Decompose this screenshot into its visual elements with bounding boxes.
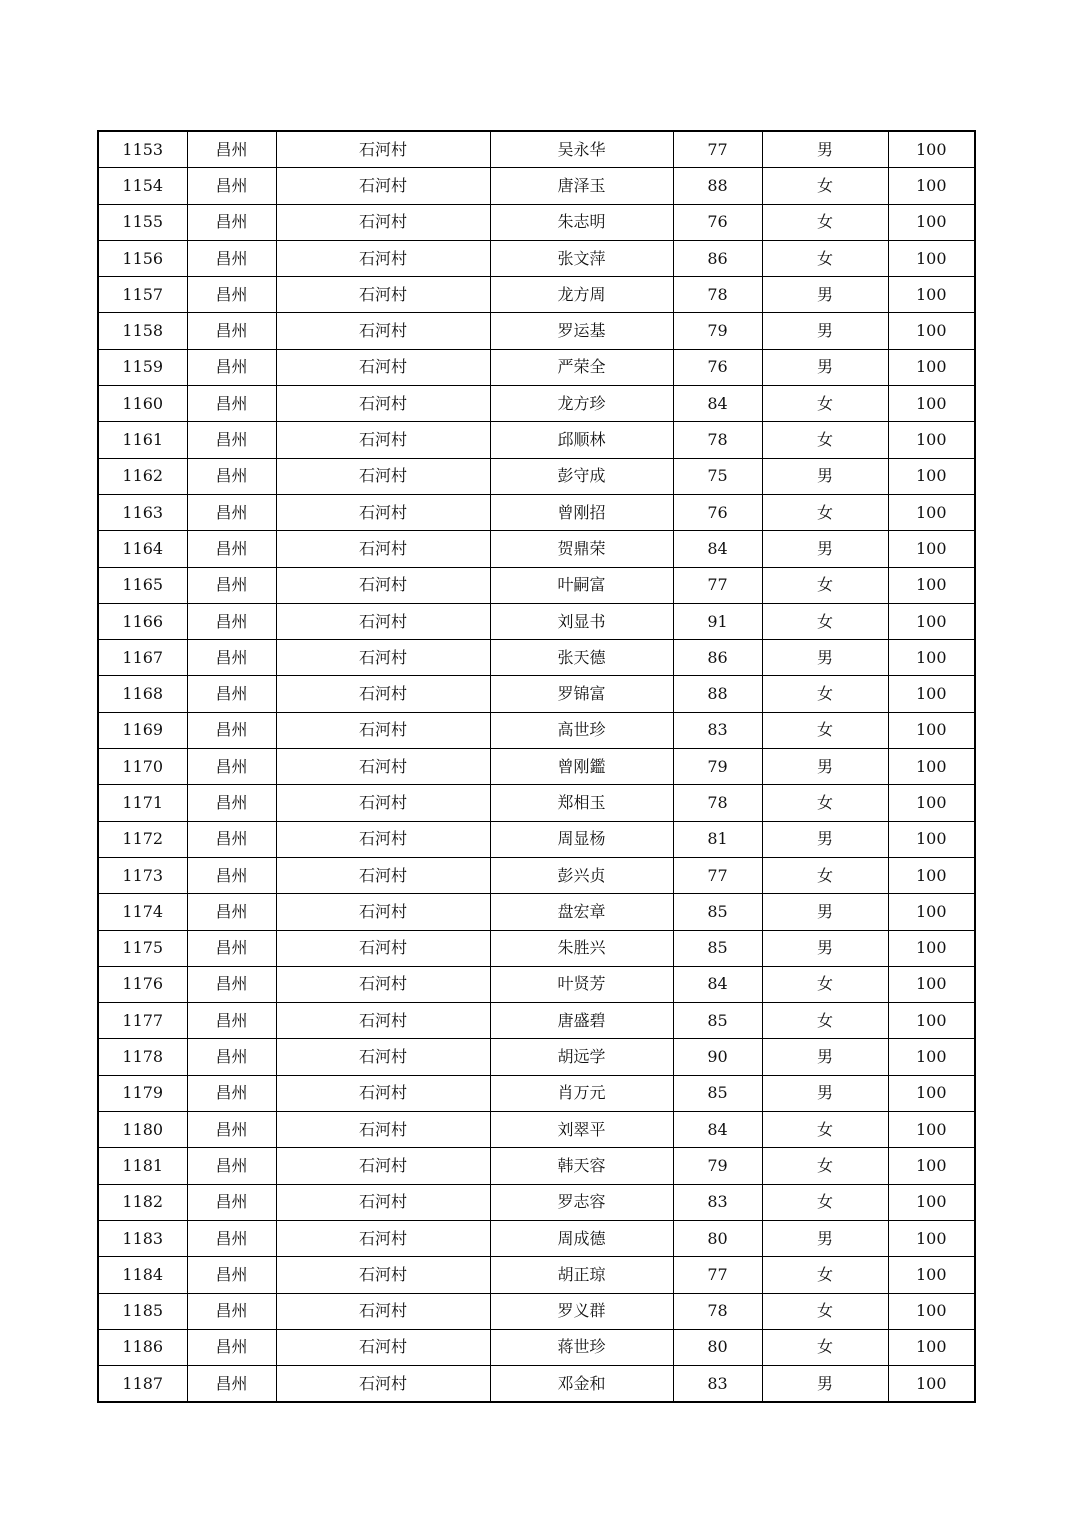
table-row (98, 1220, 975, 1256)
serial-number-cell: 1187 (98, 1366, 187, 1403)
serial-number-cell: 1166 (98, 603, 187, 639)
amount-cell: 100 (888, 1039, 975, 1075)
table-row (98, 712, 975, 748)
name-cell: 刘显书 (490, 603, 673, 639)
age-cell: 91 (673, 603, 762, 639)
name-cell: 叶嗣富 (490, 567, 673, 603)
village-cell: 石河村 (276, 1003, 490, 1039)
age-cell: 85 (673, 930, 762, 966)
age-cell: 79 (673, 749, 762, 785)
village-cell: 石河村 (276, 1075, 490, 1111)
amount-cell: 100 (888, 386, 975, 422)
village-cell: 石河村 (276, 1329, 490, 1365)
amount-cell: 100 (888, 531, 975, 567)
sex-cell: 女 (762, 785, 888, 821)
age-cell: 78 (673, 277, 762, 313)
name-cell: 郑相玉 (490, 785, 673, 821)
age-cell: 79 (673, 1148, 762, 1184)
table-row (98, 1366, 975, 1403)
serial-number-cell: 1167 (98, 640, 187, 676)
name-cell: 龙方周 (490, 277, 673, 313)
name-cell: 贺鼎荣 (490, 531, 673, 567)
village-cell: 石河村 (276, 1112, 490, 1148)
county-cell: 昌州 (187, 313, 276, 349)
name-cell: 周成德 (490, 1220, 673, 1256)
serial-number-cell: 1186 (98, 1329, 187, 1365)
name-cell: 邱顺林 (490, 422, 673, 458)
serial-number-cell: 1155 (98, 204, 187, 240)
name-cell: 唐泽玉 (490, 168, 673, 204)
table-row (98, 1112, 975, 1148)
table-row (98, 531, 975, 567)
name-cell: 朱胜兴 (490, 930, 673, 966)
amount-cell: 100 (888, 277, 975, 313)
table-row (98, 1003, 975, 1039)
table-row (98, 313, 975, 349)
sex-cell: 女 (762, 567, 888, 603)
county-cell: 昌州 (187, 1220, 276, 1256)
age-cell: 86 (673, 640, 762, 676)
village-cell: 石河村 (276, 531, 490, 567)
serial-number-cell: 1178 (98, 1039, 187, 1075)
name-cell: 罗运基 (490, 313, 673, 349)
age-cell: 83 (673, 1366, 762, 1403)
age-cell: 77 (673, 567, 762, 603)
name-cell: 刘翠平 (490, 1112, 673, 1148)
sex-cell: 男 (762, 821, 888, 857)
sex-cell: 男 (762, 930, 888, 966)
amount-cell: 100 (888, 1148, 975, 1184)
table-row (98, 1257, 975, 1293)
sex-cell: 女 (762, 1148, 888, 1184)
table-row (98, 458, 975, 494)
village-cell: 石河村 (276, 640, 490, 676)
table-row (98, 204, 975, 240)
sex-cell: 男 (762, 349, 888, 385)
county-cell: 昌州 (187, 749, 276, 785)
sex-cell: 男 (762, 458, 888, 494)
name-cell: 韩天容 (490, 1148, 673, 1184)
amount-cell: 100 (888, 821, 975, 857)
amount-cell: 100 (888, 712, 975, 748)
age-cell: 77 (673, 131, 762, 168)
name-cell: 肖万元 (490, 1075, 673, 1111)
name-cell: 罗志容 (490, 1184, 673, 1220)
name-cell: 唐盛碧 (490, 1003, 673, 1039)
age-cell: 77 (673, 857, 762, 893)
amount-cell: 100 (888, 1366, 975, 1403)
county-cell: 昌州 (187, 1112, 276, 1148)
roster-table-body (98, 131, 975, 1402)
county-cell: 昌州 (187, 1293, 276, 1329)
village-cell: 石河村 (276, 676, 490, 712)
serial-number-cell: 1185 (98, 1293, 187, 1329)
amount-cell: 100 (888, 640, 975, 676)
village-cell: 石河村 (276, 1039, 490, 1075)
serial-number-cell: 1180 (98, 1112, 187, 1148)
table-row (98, 277, 975, 313)
serial-number-cell: 1162 (98, 458, 187, 494)
amount-cell: 100 (888, 1112, 975, 1148)
amount-cell: 100 (888, 857, 975, 893)
village-cell: 石河村 (276, 1293, 490, 1329)
age-cell: 83 (673, 712, 762, 748)
sex-cell: 女 (762, 168, 888, 204)
serial-number-cell: 1161 (98, 422, 187, 458)
county-cell: 昌州 (187, 567, 276, 603)
serial-number-cell: 1158 (98, 313, 187, 349)
amount-cell: 100 (888, 1257, 975, 1293)
serial-number-cell: 1160 (98, 386, 187, 422)
table-row (98, 603, 975, 639)
age-cell: 78 (673, 785, 762, 821)
amount-cell: 100 (888, 240, 975, 276)
county-cell: 昌州 (187, 349, 276, 385)
county-cell: 昌州 (187, 1329, 276, 1365)
amount-cell: 100 (888, 894, 975, 930)
serial-number-cell: 1182 (98, 1184, 187, 1220)
county-cell: 昌州 (187, 131, 276, 168)
sex-cell: 男 (762, 1075, 888, 1111)
sex-cell: 男 (762, 131, 888, 168)
table-row (98, 930, 975, 966)
name-cell: 罗锦富 (490, 676, 673, 712)
amount-cell: 100 (888, 785, 975, 821)
sex-cell: 女 (762, 712, 888, 748)
sex-cell: 男 (762, 1366, 888, 1403)
village-cell: 石河村 (276, 567, 490, 603)
county-cell: 昌州 (187, 930, 276, 966)
village-cell: 石河村 (276, 313, 490, 349)
sex-cell: 女 (762, 1329, 888, 1365)
roster-table (97, 130, 976, 1403)
village-cell: 石河村 (276, 277, 490, 313)
county-cell: 昌州 (187, 1039, 276, 1075)
table-row (98, 676, 975, 712)
name-cell: 叶贤芳 (490, 966, 673, 1002)
name-cell: 龙方珍 (490, 386, 673, 422)
sex-cell: 男 (762, 640, 888, 676)
serial-number-cell: 1176 (98, 966, 187, 1002)
age-cell: 85 (673, 1075, 762, 1111)
serial-number-cell: 1153 (98, 131, 187, 168)
age-cell: 84 (673, 531, 762, 567)
village-cell: 石河村 (276, 458, 490, 494)
table-row (98, 1184, 975, 1220)
county-cell: 昌州 (187, 1148, 276, 1184)
serial-number-cell: 1169 (98, 712, 187, 748)
amount-cell: 100 (888, 1003, 975, 1039)
village-cell: 石河村 (276, 857, 490, 893)
table-row (98, 785, 975, 821)
serial-number-cell: 1171 (98, 785, 187, 821)
sex-cell: 女 (762, 857, 888, 893)
table-row (98, 640, 975, 676)
age-cell: 84 (673, 386, 762, 422)
serial-number-cell: 1181 (98, 1148, 187, 1184)
sex-cell: 女 (762, 1293, 888, 1329)
amount-cell: 100 (888, 131, 975, 168)
age-cell: 75 (673, 458, 762, 494)
sex-cell: 女 (762, 676, 888, 712)
table-row (98, 1329, 975, 1365)
amount-cell: 100 (888, 966, 975, 1002)
table-row (98, 749, 975, 785)
amount-cell: 100 (888, 676, 975, 712)
name-cell: 吴永华 (490, 131, 673, 168)
serial-number-cell: 1172 (98, 821, 187, 857)
sex-cell: 男 (762, 1039, 888, 1075)
name-cell: 曾刚招 (490, 494, 673, 530)
county-cell: 昌州 (187, 531, 276, 567)
serial-number-cell: 1154 (98, 168, 187, 204)
age-cell: 81 (673, 821, 762, 857)
village-cell: 石河村 (276, 1257, 490, 1293)
sex-cell: 女 (762, 603, 888, 639)
age-cell: 88 (673, 676, 762, 712)
county-cell: 昌州 (187, 386, 276, 422)
amount-cell: 100 (888, 603, 975, 639)
village-cell: 石河村 (276, 966, 490, 1002)
table-row (98, 1293, 975, 1329)
amount-cell: 100 (888, 422, 975, 458)
serial-number-cell: 1184 (98, 1257, 187, 1293)
age-cell: 76 (673, 494, 762, 530)
age-cell: 84 (673, 966, 762, 1002)
village-cell: 石河村 (276, 349, 490, 385)
village-cell: 石河村 (276, 1148, 490, 1184)
age-cell: 78 (673, 422, 762, 458)
county-cell: 昌州 (187, 712, 276, 748)
village-cell: 石河村 (276, 603, 490, 639)
table-row (98, 1039, 975, 1075)
name-cell: 张文萍 (490, 240, 673, 276)
table-row (98, 168, 975, 204)
village-cell: 石河村 (276, 204, 490, 240)
county-cell: 昌州 (187, 894, 276, 930)
village-cell: 石河村 (276, 494, 490, 530)
village-cell: 石河村 (276, 422, 490, 458)
age-cell: 83 (673, 1184, 762, 1220)
table-row (98, 240, 975, 276)
table-row (98, 567, 975, 603)
serial-number-cell: 1157 (98, 277, 187, 313)
amount-cell: 100 (888, 494, 975, 530)
table-row (98, 821, 975, 857)
county-cell: 昌州 (187, 1184, 276, 1220)
sex-cell: 女 (762, 1112, 888, 1148)
name-cell: 彭守成 (490, 458, 673, 494)
name-cell: 盘宏章 (490, 894, 673, 930)
name-cell: 罗义群 (490, 1293, 673, 1329)
amount-cell: 100 (888, 204, 975, 240)
sex-cell: 女 (762, 240, 888, 276)
age-cell: 78 (673, 1293, 762, 1329)
village-cell: 石河村 (276, 386, 490, 422)
age-cell: 86 (673, 240, 762, 276)
county-cell: 昌州 (187, 640, 276, 676)
serial-number-cell: 1164 (98, 531, 187, 567)
amount-cell: 100 (888, 1293, 975, 1329)
amount-cell: 100 (888, 458, 975, 494)
sex-cell: 女 (762, 1257, 888, 1293)
county-cell: 昌州 (187, 785, 276, 821)
sex-cell: 女 (762, 1003, 888, 1039)
table-row (98, 966, 975, 1002)
village-cell: 石河村 (276, 821, 490, 857)
serial-number-cell: 1159 (98, 349, 187, 385)
age-cell: 79 (673, 313, 762, 349)
county-cell: 昌州 (187, 821, 276, 857)
name-cell: 彭兴贞 (490, 857, 673, 893)
amount-cell: 100 (888, 567, 975, 603)
age-cell: 84 (673, 1112, 762, 1148)
village-cell: 石河村 (276, 930, 490, 966)
serial-number-cell: 1156 (98, 240, 187, 276)
age-cell: 80 (673, 1329, 762, 1365)
name-cell: 严荣全 (490, 349, 673, 385)
amount-cell: 100 (888, 1329, 975, 1365)
amount-cell: 100 (888, 749, 975, 785)
table-row (98, 1075, 975, 1111)
county-cell: 昌州 (187, 168, 276, 204)
serial-number-cell: 1183 (98, 1220, 187, 1256)
age-cell: 88 (673, 168, 762, 204)
village-cell: 石河村 (276, 131, 490, 168)
table-row (98, 1148, 975, 1184)
age-cell: 77 (673, 1257, 762, 1293)
table-row (98, 349, 975, 385)
table-row (98, 422, 975, 458)
sex-cell: 男 (762, 749, 888, 785)
amount-cell: 100 (888, 349, 975, 385)
name-cell: 高世珍 (490, 712, 673, 748)
village-cell: 石河村 (276, 1184, 490, 1220)
county-cell: 昌州 (187, 676, 276, 712)
age-cell: 76 (673, 204, 762, 240)
county-cell: 昌州 (187, 1075, 276, 1111)
county-cell: 昌州 (187, 603, 276, 639)
village-cell: 石河村 (276, 168, 490, 204)
name-cell: 胡正琼 (490, 1257, 673, 1293)
serial-number-cell: 1179 (98, 1075, 187, 1111)
age-cell: 85 (673, 894, 762, 930)
village-cell: 石河村 (276, 1220, 490, 1256)
amount-cell: 100 (888, 930, 975, 966)
table-row (98, 894, 975, 930)
name-cell: 蒋世珍 (490, 1329, 673, 1365)
county-cell: 昌州 (187, 1366, 276, 1403)
amount-cell: 100 (888, 168, 975, 204)
village-cell: 石河村 (276, 894, 490, 930)
county-cell: 昌州 (187, 277, 276, 313)
village-cell: 石河村 (276, 240, 490, 276)
name-cell: 朱志明 (490, 204, 673, 240)
county-cell: 昌州 (187, 857, 276, 893)
sex-cell: 女 (762, 1184, 888, 1220)
county-cell: 昌州 (187, 458, 276, 494)
sex-cell: 女 (762, 494, 888, 530)
serial-number-cell: 1173 (98, 857, 187, 893)
county-cell: 昌州 (187, 1003, 276, 1039)
county-cell: 昌州 (187, 1257, 276, 1293)
serial-number-cell: 1177 (98, 1003, 187, 1039)
serial-number-cell: 1170 (98, 749, 187, 785)
sex-cell: 女 (762, 204, 888, 240)
serial-number-cell: 1175 (98, 930, 187, 966)
sex-cell: 女 (762, 422, 888, 458)
serial-number-cell: 1174 (98, 894, 187, 930)
age-cell: 85 (673, 1003, 762, 1039)
county-cell: 昌州 (187, 966, 276, 1002)
county-cell: 昌州 (187, 422, 276, 458)
table-row (98, 131, 975, 168)
village-cell: 石河村 (276, 712, 490, 748)
age-cell: 90 (673, 1039, 762, 1075)
village-cell: 石河村 (276, 1366, 490, 1403)
table-row (98, 494, 975, 530)
county-cell: 昌州 (187, 240, 276, 276)
serial-number-cell: 1168 (98, 676, 187, 712)
sex-cell: 女 (762, 966, 888, 1002)
name-cell: 张天德 (490, 640, 673, 676)
county-cell: 昌州 (187, 204, 276, 240)
name-cell: 曾刚鑑 (490, 749, 673, 785)
table-row (98, 857, 975, 893)
name-cell: 周显杨 (490, 821, 673, 857)
age-cell: 76 (673, 349, 762, 385)
serial-number-cell: 1165 (98, 567, 187, 603)
serial-number-cell: 1163 (98, 494, 187, 530)
amount-cell: 100 (888, 1075, 975, 1111)
table-row (98, 386, 975, 422)
age-cell: 80 (673, 1220, 762, 1256)
sex-cell: 男 (762, 1220, 888, 1256)
amount-cell: 100 (888, 1184, 975, 1220)
sex-cell: 女 (762, 386, 888, 422)
village-cell: 石河村 (276, 785, 490, 821)
sex-cell: 男 (762, 313, 888, 349)
amount-cell: 100 (888, 313, 975, 349)
county-cell: 昌州 (187, 494, 276, 530)
sex-cell: 男 (762, 531, 888, 567)
sex-cell: 男 (762, 894, 888, 930)
name-cell: 胡远学 (490, 1039, 673, 1075)
amount-cell: 100 (888, 1220, 975, 1256)
name-cell: 邓金和 (490, 1366, 673, 1403)
village-cell: 石河村 (276, 749, 490, 785)
sex-cell: 男 (762, 277, 888, 313)
